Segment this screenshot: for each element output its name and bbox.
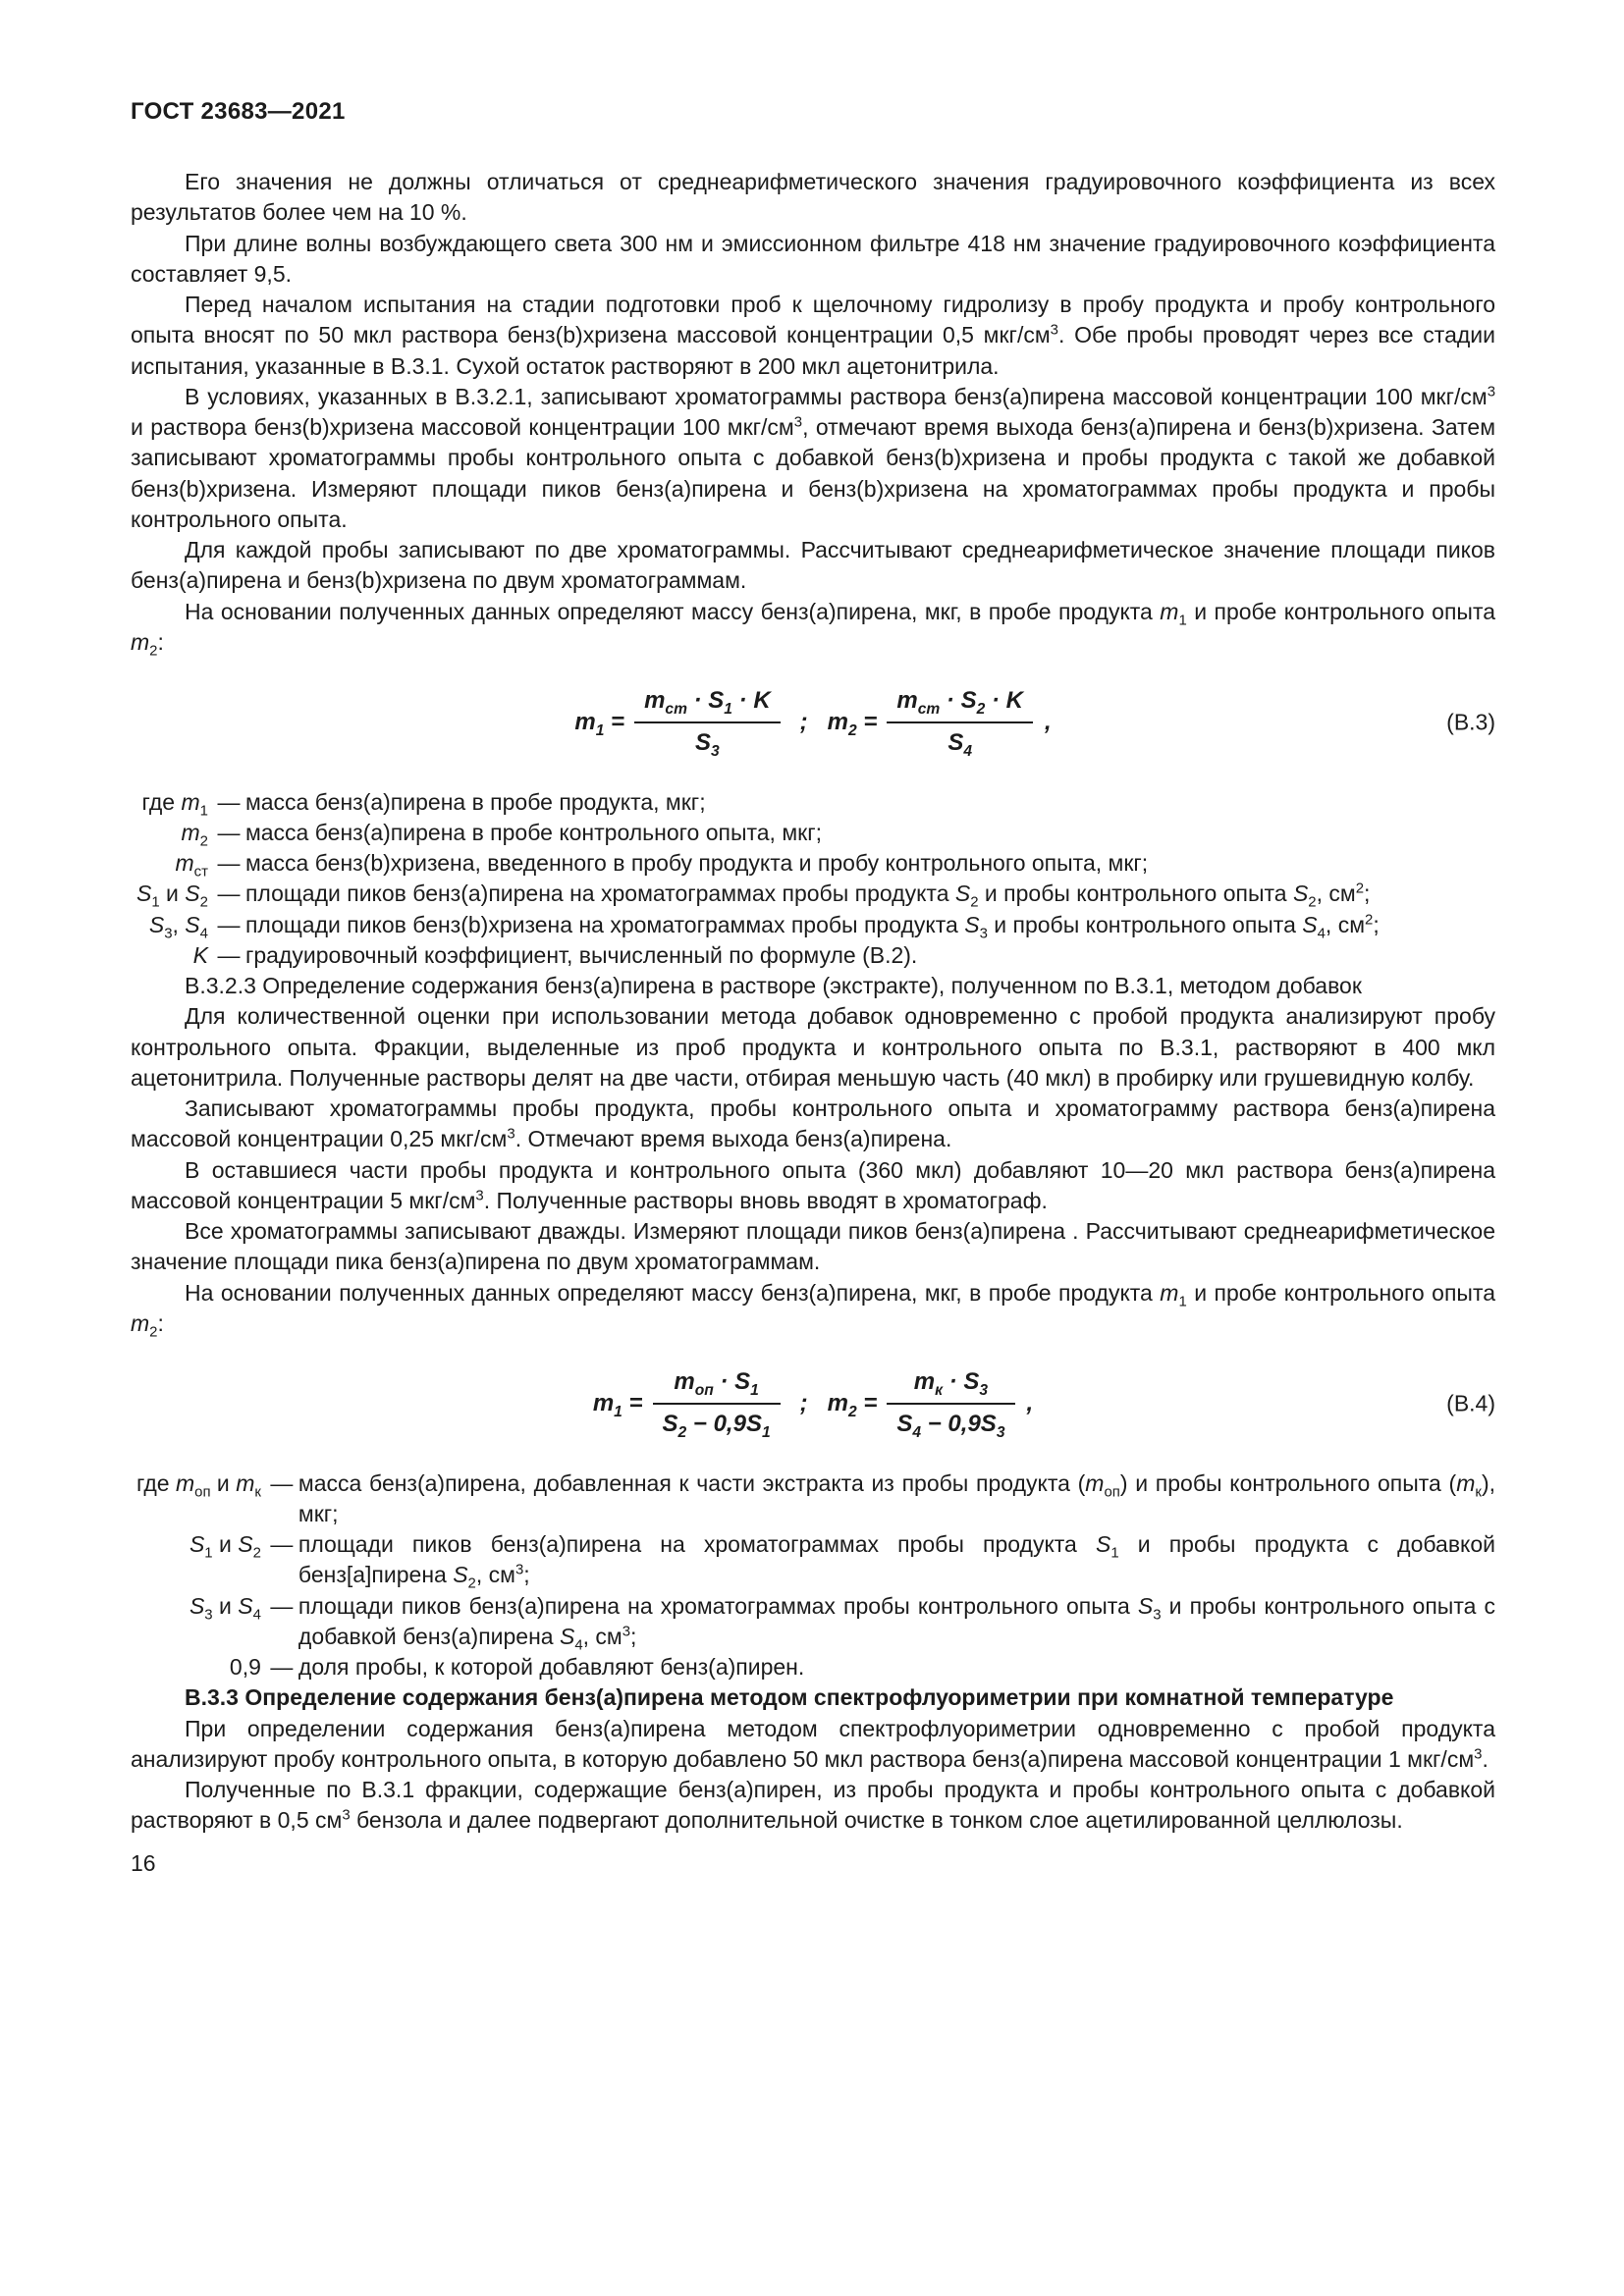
where-definition: площади пиков бенз(а)пирена на хроматограммах пробы контрольного опыта $S_3$ и пробы контрольного опыта с добавкой бенз(а)пирена $S_4$, $см^3$; [298, 1592, 1495, 1654]
where-dash: — [270, 1592, 294, 1619]
fraction-numerator: $m_{ст} \cdot S_1 \cdot K$ [644, 687, 771, 719]
where-dash: — [270, 1654, 294, 1681]
where-term: $S_3$ и $S_4$ [189, 1592, 261, 1624]
where-term: $S_1$ и $S_2$ [189, 1531, 261, 1562]
page-footer [131, 1850, 1495, 1877]
where-term: 0,9 [229, 1654, 261, 1681]
fraction [653, 1366, 781, 1440]
fraction-numerator: $m_{ст} \cdot S_2 \cdot K$ [896, 687, 1023, 719]
where-term: где $m_1$ [141, 788, 208, 820]
formula-b3 [131, 685, 1495, 759]
where-definition: масса бенз(а)пирена в пробе контрольного опыта, мкг; [244, 819, 822, 845]
where-dash: — [217, 881, 241, 907]
paragraph-b323: В.3.2.3 Определение содержания бенз(а)пирена в растворе (экстракте), полученном по В.3.1, методом добавок [185, 973, 1362, 999]
where-term: где $m_{оп}$ и $m_к$ [136, 1469, 261, 1501]
where-term: $S_1$ и $S_2$ [136, 881, 208, 911]
formula-separator: ; [799, 708, 808, 735]
where-definition: масса бенз(b)хризена, введенного в пробу продукта и пробу контрольного опыта, мкг; [244, 850, 1149, 877]
page-number: 16 [131, 1849, 156, 1876]
formula-b4 [131, 1366, 1495, 1440]
where-dash: — [217, 788, 241, 815]
fraction [634, 685, 781, 759]
where-definition: градуировочный коэффициент, вычисленный по формуле (В.2). [244, 941, 918, 968]
where-term: K [192, 941, 208, 968]
doc-number: ГОСТ 23683—2021 [131, 98, 346, 125]
where-dash: — [270, 1531, 294, 1558]
doc-body [131, 167, 1495, 1837]
formula-trailing-comma: , [1044, 708, 1052, 735]
where-term: $S_3$, $S_4$ [148, 911, 208, 942]
equation-number-b3: (В.3) [1446, 709, 1495, 735]
paragraph-p2: При длине волны возбуждающего света 300 нм и эмиссионном фильтре 418 нм значение градуировочного коэффициента составляет 9,5. [131, 230, 1495, 287]
formula-separator: ; [799, 1389, 808, 1416]
fraction-numerator: $m_{оп} \cdot S_1$ [674, 1368, 759, 1400]
formula-lhs: $m_2$ = [827, 708, 878, 739]
section-heading-b33: В.3.3 Определение содержания бенз(а)пирена методом спектрофлуориметрии при комнатной температуре [185, 1684, 1394, 1711]
paragraph-p10: Все хроматограммы записывают дважды. Измеряют площади пиков бенз(а)пирена . Рассчитывают среднеарифметическое значение площади пика бенз(а)пирена по двум хроматограммам. [131, 1218, 1495, 1275]
fraction-denominator: $S_4$ [887, 721, 1033, 760]
paragraph-p3: Перед началом испытания на стадии подготовки проб к щелочному гидролизу в пробу продукта и пробу контрольного опыта вносят по 50 мкл раствора бенз(b)хризена массовой концентрации 0,5 мкг/$см^3$. Обе пробы проводят через все стадии испытания, указанные в В.3.1. Сухой остаток растворяют в 200 мкл ацетонитрила. [131, 292, 1495, 379]
where-dash: — [217, 819, 241, 845]
where-definition: площади пиков бенз(а)пирена на хроматограммах пробы продукта $S_2$ и пробы контрольного опыта $S_2$, $см^2$; [244, 880, 1371, 911]
paragraph-p6: На основании полученных данных определяют массу бенз(а)пирена, мкг, в пробе продукта $m_1$ и пробе контрольного опыта $m_2$: [131, 598, 1496, 660]
doc-header [131, 98, 1495, 126]
paragraph-p12: При определении содержания бенз(а)пирена методом спектрофлуориметрии одновременно с пробой продукта анализируют пробу контрольного опыта, в которую добавлено 50 мкл раствора бенз(а)пирена массовой концентрации 1 мкг/$см^3$. [131, 1715, 1495, 1772]
formula-b3-expression [574, 685, 1051, 759]
equation-number-b4: (В.4) [1446, 1390, 1495, 1416]
paragraph-p1: Его значения не должны отличаться от среднеарифметического значения градуировочного коэффициента из всех результатов более чем на 10 %. [131, 169, 1495, 226]
paragraph-p5: Для каждой пробы записывают по две хроматограммы. Рассчитывают среднеарифметическое значение площади пиков бенз(а)пирена и бенз(b)хризена по двум хроматограммам. [131, 537, 1495, 594]
fraction-denominator: $S_2 - 0,9S_1$ [653, 1403, 781, 1441]
fraction-denominator: $S_3$ [634, 721, 781, 760]
where-list-b4 [136, 1468, 1495, 1683]
where-dash: — [217, 941, 241, 968]
where-list-b3 [136, 787, 1495, 972]
formula-lhs: $m_2$ = [827, 1389, 878, 1420]
paragraph-p7: Для количественной оценки при использовании метода добавок одновременно с пробой продукта анализируют пробу контрольного опыта. Фракции, выделенные из проб продукта и контрольного опыта по В.3.1, растворяют в 400 мкл ацетонитрила. Полученные растворы делят на две части, отбирая меньшую часть (40 мкл) в пробирку или грушевидную колбу. [131, 1003, 1495, 1091]
where-term: $m_2$ [181, 819, 208, 850]
where-definition: масса бенз(а)пирена в пробе продукта, мкг; [244, 788, 706, 815]
where-definition: площади пиков бенз(а)пирена на хроматограммах пробы продукта $S_1$ и пробы продукта с добавкой бенз[а]пирена $S_2$, $см^3$; [298, 1531, 1495, 1592]
formula-lhs: $m_1$ = [574, 708, 625, 739]
paragraph-p8: Записывают хроматограммы пробы продукта, пробы контрольного опыта и хроматограмму раствора бенз(а)пирена массовой концентрации 0,25 мкг/$см^3$. Отмечают время выхода бенз(а)пирена. [131, 1095, 1495, 1152]
fraction-denominator: $S_4 - 0,9S_3$ [887, 1403, 1014, 1441]
fraction [887, 685, 1033, 759]
where-dash: — [217, 911, 241, 937]
paragraph-p9: В оставшиеся части пробы продукта и контрольного опыта (360 мкл) добавляют 10—20 мкл раствора бенз(а)пирена массовой концентрации 5 мкг/$см^3$. Полученные растворы вновь вводят в хроматограф. [131, 1156, 1495, 1213]
formula-trailing-comma: , [1026, 1389, 1034, 1416]
formula-lhs: $m_1$ = [592, 1389, 643, 1420]
paragraph-p13: Полученные по В.3.1 фракции, содержащие бенз(а)пирен, из пробы продукта и пробы контрольного опыта с добавкой растворяют в 0,5 $см^3$ бензола и далее подвергают дополнительной очистке в тонком слое ацетилированной целлюлозы. [131, 1777, 1495, 1834]
where-dash: — [270, 1469, 294, 1496]
where-term: $m_{ст}$ [175, 850, 208, 881]
where-definition: площади пиков бенз(b)хризена на хроматограммах пробы продукта $S_3$ и пробы контрольного опыта $S_4$, $см^2$; [244, 910, 1380, 942]
formula-b4-expression [593, 1366, 1033, 1440]
paragraph-p11: На основании полученных данных определяют массу бенз(а)пирена, мкг, в пробе продукта $m_1$ и пробе контрольного опыта $m_2$: [131, 1279, 1496, 1341]
paragraph-p4: В условиях, указанных в В.3.2.1, записывают хроматограммы раствора бенз(а)пирена массовой концентрации 100 мкг/$см^3$ и раствора бенз(b)хризена массовой концентрации 100 мкг/$см^3$, отмечают время выхода бенз(а)пирена и бенз(b)хризена. Затем записывают хроматограммы пробы контрольного опыта с добавкой бенз(b)хризена и пробы продукта с такой же добавкой бенз(b)хризена. Измеряют площади пиков бенз(а)пирена и бенз(b)хризена на хроматограммах пробы продукта и пробы контрольного опыта. [131, 383, 1496, 532]
where-dash: — [217, 850, 241, 877]
where-definition: доля пробы, к которой добавляют бенз(а)пирен. [298, 1654, 805, 1681]
where-definition: масса бенз(а)пирена, добавленная к части экстракта из пробы продукта $(m_{оп})$ и пробы контрольного опыта $(m_к)$, мкг; [298, 1469, 1495, 1526]
fraction [887, 1366, 1014, 1440]
fraction-numerator: $m_к \cdot S_3$ [913, 1368, 989, 1400]
